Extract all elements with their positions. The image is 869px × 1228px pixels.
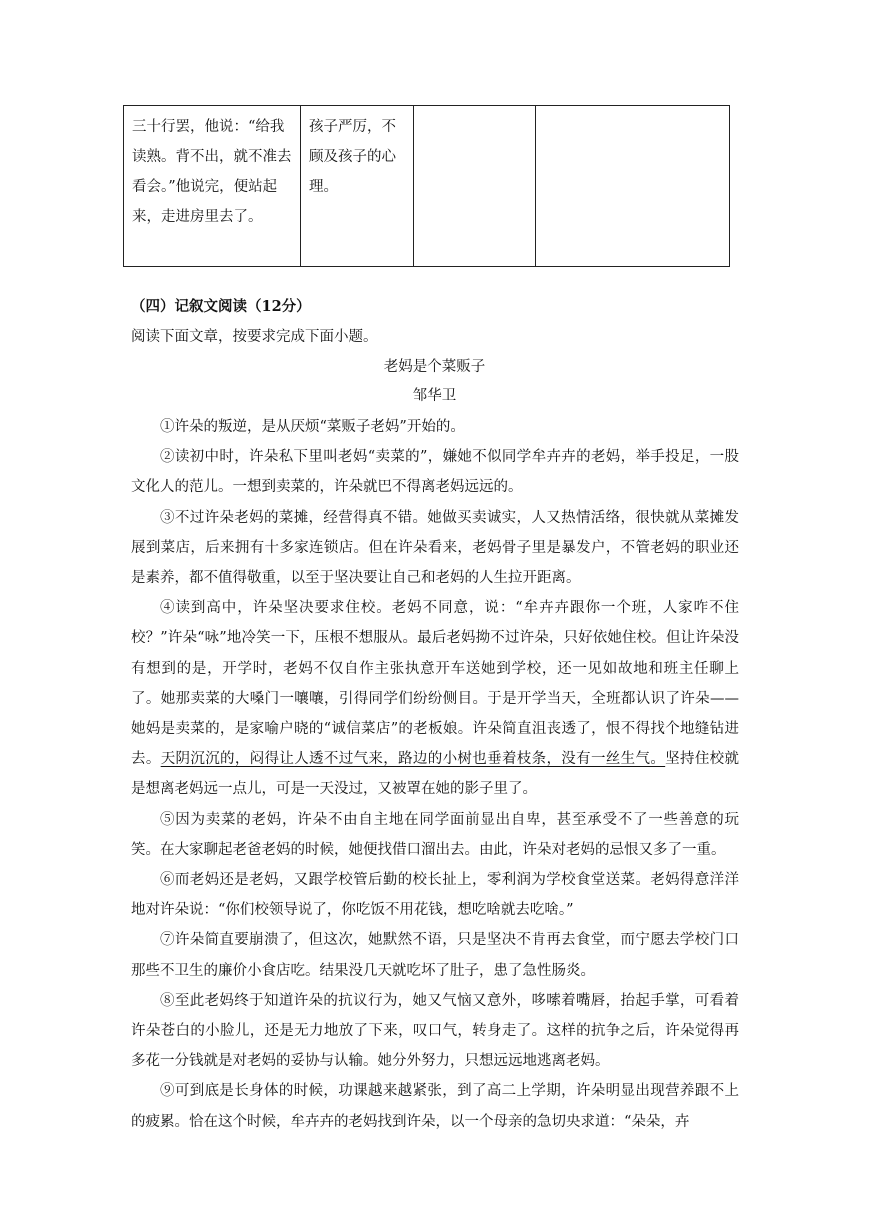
table-row	[124, 106, 730, 267]
article-body	[131, 412, 739, 1137]
paragraph-6: ⑥而老妈还是老妈，又跟学校管后勤的校长扯上，零利润为学校食堂送菜。老妈得意洋洋地对许朵说：“你们校领导说了，你吃饭不用花钱，想吃啥就去吃啥。”	[131, 872, 739, 919]
underlined-sentence: 天阴沉沉的，闷得让人透不过气来，路边的小树也垂着枝条，没有一丝生气。	[160, 751, 666, 768]
paragraph-3: ③不过许朵老妈的菜摊，经营得真不错。她做买卖诚实，人又热情活络，很快就从菜摊发展到菜店，后来拥有十多家连锁店。但在许朵看来，老妈骨子里是暴发户，不管老妈的职业还是素养，都不值得敬重，以至于坚决要让自己和老妈的人生拉开距离。	[131, 509, 739, 587]
paragraph-1: ①许朵的叛逆，是从厌烦“菜贩子老妈”开始的。	[160, 419, 465, 435]
paragraph-2: ②读初中时，许朵私下里叫老妈“卖菜的”，嫌她不似同学牟卉卉的老妈，举手投足，一股文化人的范儿。一想到卖菜的，许朵就巴不得离老妈远远的。	[131, 449, 739, 496]
section-title: （四）记叙文阅读（12分）	[131, 298, 311, 315]
paragraph-7: ⑦许朵简直要崩溃了，但这次，她默然不语，只是坚决不肯再去食堂，而宁愿去学校门口那些不卫生的廉价小食店吃。结果没几天就吃坏了肚子，患了急性肠炎。	[131, 932, 739, 979]
instruction-text: 阅读下面文章，按要求完成下面小题。	[131, 329, 378, 345]
table-cell	[414, 106, 536, 267]
table-cell	[536, 106, 730, 267]
paragraph-4	[131, 593, 739, 804]
paragraph-4-text: ④读到高中，许朵坚决要求住校。老妈不同意，说：“牟卉卉跟你一个班，人家咋不住校？”许朵“咏”地冷笑一下，压根不想服从。最后老妈拗不过许朵，只好依她住校。但让许朵没有想到的是，开学时，老妈不仅自作主张执意开车送她到学校，还一见如故地和班主任聊上了。她那卖菜的大嗓门一嚷嚷，引得同学们纷纷侧目。于是开学当天，全班都认识了许朵——她妈是卖菜的，是家喻户晓的“诚信菜店”的老板娘。许朵简直沮丧透了，恨不得找个地缝钻进去。	[131, 600, 739, 768]
paragraph-9: ⑨可到底是长身体的时候，功课越来越紧张，到了高二上学期，许朵明显出现营养跟不上的疲累。恰在这个时候，牟卉卉的老妈找到许朵，以一个母亲的急切央求道：“朵朵，卉	[131, 1083, 739, 1130]
continuation-table	[123, 105, 730, 267]
paragraph-5: ⑤因为卖菜的老妈，许朵不由自主地在同学面前显出自卑，甚至承受不了一些善意的玩笑。在大家聊起老爸老妈的时候，她便找借口溜出去。由此，许朵对老妈的忌恨又多了一重。	[131, 811, 739, 858]
paragraph-8: ⑧至此老妈终于知道许朵的抗议行为，她又气恼又意外，哆嗦着嘴唇，抬起手掌，可看着许朵苍白的小脸儿，还是无力地放了下来，叹口气，转身走了。这样的抗争之后，许朵觉得再多花一分钱就是对老妈的妥协与认输。她分外努力，只想远远地逃离老妈。	[131, 992, 739, 1070]
paragraph-4-tail: 坚持住校就是想离老妈远一点儿，可是一天没过，又被罩在她的影子里了。	[131, 751, 740, 798]
article-title: 老妈是个菜贩子	[383, 359, 486, 375]
table-cell: 孩子严厉，不顾及孩子的心理。	[301, 106, 414, 267]
table-cell: 三十行罢，他说：“给我读熟。背不出，就不准去看会。”他说完，便站起来，走进房里去了。	[124, 106, 301, 267]
article-author: 邹华卫	[412, 388, 457, 404]
